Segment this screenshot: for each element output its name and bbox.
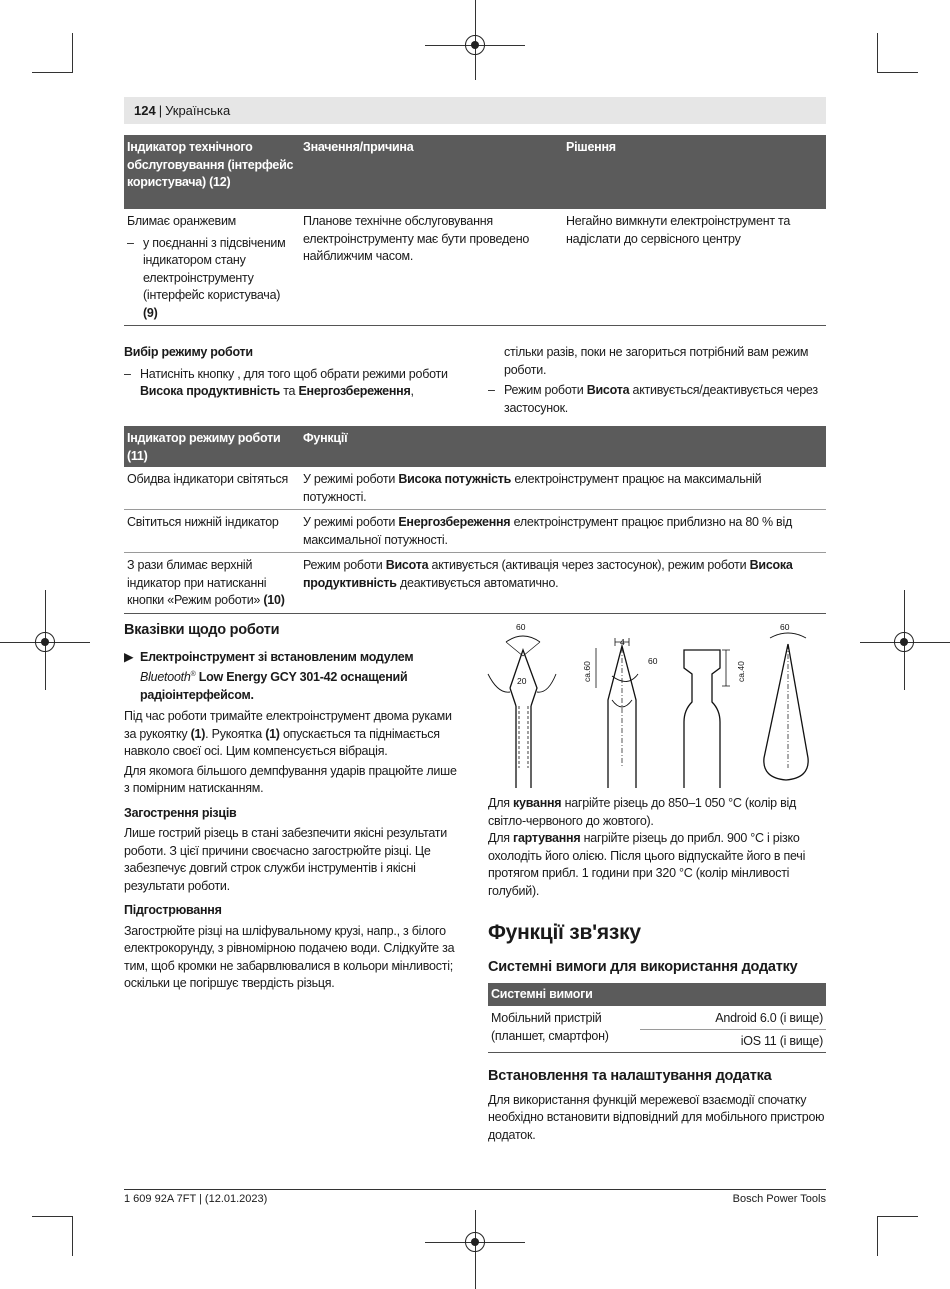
text: Low Energy GCY 301-42 оснащений радіоінтерфейсом. (140, 670, 408, 702)
list-item (127, 235, 297, 323)
text: електроінструмент працює на максимальній потужності. (303, 472, 762, 504)
text: нагрійте різець до прибл. 900 °C і різко охолодіть його олією. Після цього відпускайте його в печі протягом прибл. 1 години при 320 °C (колір мінливості голубий). (488, 831, 806, 898)
work-tips-section (124, 622, 464, 993)
section-title: Вказівки щодо роботи (124, 622, 280, 638)
maintenance-table (124, 135, 826, 326)
column-header: Функції (300, 426, 826, 467)
mode-name: Висота (586, 383, 630, 397)
page-number: 124 (134, 103, 156, 118)
crop-mark (32, 1216, 72, 1217)
text: Натисніть кнопку , для того щоб обрати режими роботи (140, 366, 448, 381)
paragraph: Лише гострий різець в стані забезпечити якісні результати роботи. З цієї причини своєчасно загострюйте різці. Це забезпечує довгий строк служби інструментів і якісні результати роботи. (124, 826, 447, 893)
device-label: Мобільний пристрій (планшет, смартфон) (491, 1011, 609, 1043)
column-header: Системні вимоги (488, 983, 826, 1006)
table-cell: Обидва індикатори світяться (124, 467, 300, 510)
reference-number: (10) (263, 593, 285, 607)
registration-mark-icon (465, 1232, 485, 1252)
table-cell (124, 553, 300, 614)
tapered-chisel-body (764, 644, 808, 780)
mode-name: Енергозбереження (298, 384, 411, 398)
registration-mark-icon (894, 632, 914, 652)
flat-chisel-body (608, 646, 636, 788)
os-requirement: Android 6.0 (і вище) (715, 1011, 823, 1025)
footer-rule (124, 1189, 826, 1190)
column-header: Рішення (563, 135, 826, 209)
text: У режимі роботи (303, 515, 396, 529)
column-header: Індикатор технічного обслуговування (інтерфейс користувача) (12) (124, 135, 300, 209)
right-column (488, 795, 828, 977)
install-section (488, 1068, 828, 1144)
text: , (410, 384, 414, 398)
mode-name: Висока потужність (398, 472, 512, 486)
angle-label: 20 (517, 676, 527, 686)
page-header: 124 | Українська (124, 97, 826, 124)
table-cell (300, 553, 826, 614)
text: опускається та піднімається навколо своєї осі. Цим компенсується вібрація. (124, 726, 440, 759)
text: Для (488, 831, 510, 845)
table-cell: Планове технічне обслуговування електроінструменту має бути проведено найближчим часом. (300, 209, 563, 326)
text: гартування (513, 831, 581, 845)
subsection-title: Загострення різців (124, 805, 237, 820)
paragraph (124, 708, 464, 761)
column-header: Індикатор режиму роботи (11) (124, 426, 300, 467)
crop-mark (72, 33, 73, 73)
note (124, 649, 464, 705)
width-label: 4 (620, 637, 625, 647)
text: та (283, 384, 296, 398)
table-cell (124, 209, 300, 326)
paragraph: Загострюйте різці на шліфувальному крузі, напр., з білого електрокорунду, з рівномірною подачею води. Слідкуйте за тим, щоб кромки не забарвлювалися в кольори мінливості; оскільки це погіршує твердість різьця. (124, 923, 455, 991)
table-cell (300, 467, 826, 510)
text: ® (190, 671, 196, 678)
table-cell (300, 510, 826, 553)
text: . Рукоятка (205, 726, 262, 741)
divider (488, 1052, 826, 1053)
column-header: Значення/причина (300, 135, 563, 209)
divider (640, 1029, 826, 1030)
mode-table (124, 426, 826, 614)
angle-label: 60 (780, 622, 790, 632)
text: Під час роботи тримайте електроінструмент двома руками за рукоятку (124, 709, 452, 741)
indicator-state: Блимає оранжевим (127, 214, 237, 228)
subsection-title: Встановлення та налаштування додатка (488, 1068, 772, 1084)
crop-mark (32, 72, 72, 73)
crop-mark (878, 72, 918, 73)
reference-number: (9) (143, 305, 158, 320)
text: нагрійте різець до 850–1 050 °C (колір від світло-червоного до жовтого). (488, 796, 797, 828)
mode-name: Висока продуктивність (303, 558, 793, 590)
footer-right: Bosch Power Tools (732, 1193, 826, 1205)
table-row (124, 510, 826, 553)
angle-label: 60 (516, 622, 526, 632)
crop-mark (877, 33, 878, 73)
pointed-chisel-shaft (516, 706, 531, 788)
text: Режим роботи (504, 383, 584, 397)
mode-section-left (124, 344, 469, 401)
paragraph-forging (488, 795, 828, 830)
text: Електроінструмент зі встановленим модулем (140, 649, 414, 664)
footer-left: 1 609 92A 7FT | (12.01.2023) (124, 1193, 268, 1205)
text: Режим роботи (303, 558, 383, 572)
header-language: Українська (165, 103, 231, 118)
table-cell: Світиться нижній індикатор (124, 510, 300, 553)
text: У режимі роботи (303, 472, 396, 486)
triangle-bullet-icon: ▶ (124, 649, 134, 664)
registration-mark-icon (35, 632, 55, 652)
crop-mark (72, 1216, 73, 1256)
section-title: Вибір режиму роботи (124, 345, 253, 359)
chisel-illustration (486, 618, 826, 790)
list-item-continued: стільки разів, поки не загориться потрібний вам режим роботи. (504, 345, 809, 377)
text: Для (488, 796, 510, 810)
length-label: ca.40 (736, 661, 746, 682)
table-cell: Негайно вимкнути електроінструмент та надіслати до сервісного центру (563, 209, 826, 326)
table-row (124, 467, 826, 510)
reference-number: (1) (190, 726, 206, 741)
text: електроінструмент працює приблизно на 80 % від максимальної потужності. (303, 515, 793, 547)
subsection-title: Підгострювання (124, 903, 222, 918)
text: Bluetooth (140, 670, 191, 685)
requirements-table (488, 983, 826, 1053)
text: З рази блимає верхній індикатор при натисканні кнопки «Режим роботи» (127, 558, 267, 607)
reference-number: (1) (265, 726, 280, 741)
text: активується/деактивується через застосунок. (504, 383, 818, 415)
list-item (488, 382, 828, 417)
paragraph-hardening (488, 830, 828, 900)
subsection-title: Системні вимоги для використання додатку (488, 959, 798, 975)
mode-section-right (488, 344, 828, 417)
paragraph: Для використання функцій мережевої взаємодії спочатку необхідно встановити відповідний для мобільного пристрою додаток. (488, 1092, 825, 1142)
spade-chisel-body (684, 650, 720, 788)
mode-name: Висота (385, 558, 429, 572)
condition-text: у поєднанні з підсвіченим індикатором стану електроінструменту (інтерфейс користувача) (143, 235, 286, 302)
crop-mark (877, 1216, 878, 1256)
mode-name: Енергозбереження (398, 515, 511, 529)
text: активується (активація через застосунок), режим роботи (431, 558, 747, 572)
paragraph: Для якомога більшого демпфування ударів працюйте лише з помірним натисканням. (124, 763, 457, 796)
text: кування (513, 796, 562, 810)
section-title: Функції зв'язку (488, 921, 641, 944)
registration-mark-icon (465, 35, 485, 55)
table-row (124, 553, 826, 614)
os-requirement: iOS 11 (і вище) (740, 1034, 823, 1048)
text: деактивується автоматично. (399, 575, 559, 590)
mode-name: Висока продуктивність (140, 384, 280, 398)
angle-label: 60 (648, 656, 658, 666)
list-item (124, 366, 469, 401)
length-label: ca.60 (582, 661, 592, 682)
crop-mark (878, 1216, 918, 1217)
